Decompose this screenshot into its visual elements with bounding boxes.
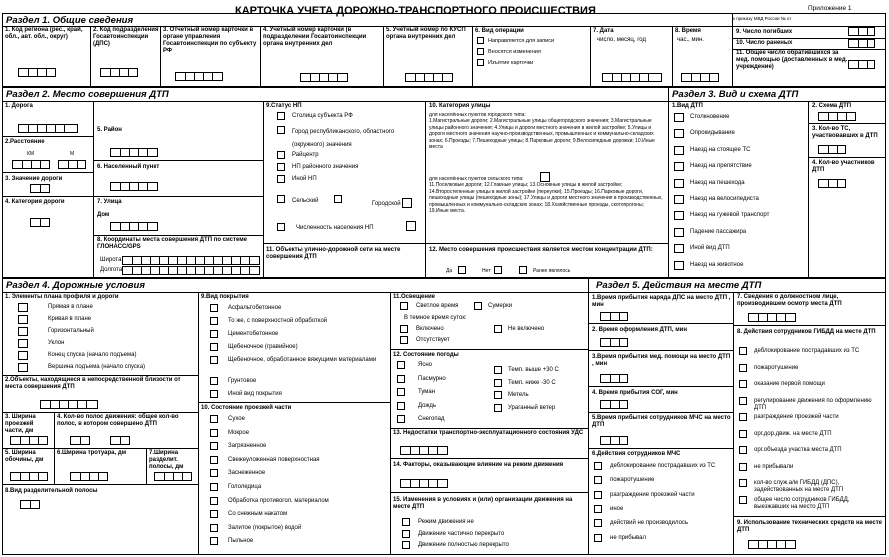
plan-element-label-1: Прямая в плане — [48, 304, 93, 310]
s5-gibdd-label: 8. Действия сотрудников ГИБДД на месте ДТП — [737, 329, 876, 335]
objects-field[interactable] — [40, 400, 98, 409]
np-urban-box[interactable] — [402, 198, 412, 208]
date-field[interactable] — [602, 73, 662, 82]
s4-cover-label: 9.Вид покрытия — [201, 294, 249, 300]
street-rural-header: для населённых пунктов сельского типа: — [429, 176, 524, 182]
np-population-checkbox[interactable] — [277, 223, 285, 231]
medical-count-field[interactable] — [848, 60, 875, 69]
gibdd-action-label-3: оказание первой помощи — [754, 381, 825, 387]
np-population-box[interactable] — [406, 221, 416, 231]
s4-state-label: 10. Состояние проезжей части — [201, 405, 292, 411]
road-state-checkbox-7[interactable] — [210, 497, 218, 505]
gibdd-action-label-1: деблокирование пострадавших из ТС — [754, 348, 860, 354]
gibdd-action-label-4: регулирование движения по оформлению ДТП — [754, 397, 872, 411]
gibdd-action-checkbox-6[interactable] — [739, 430, 747, 438]
road-state-label-7: Обработка противогол. материалом — [228, 497, 329, 504]
s4-objects-label: 2.Объекты, находящиеся в непосредственной близости от места совершения ДТП — [5, 377, 181, 390]
np-other-checkbox[interactable] — [277, 175, 285, 183]
vehicles-field[interactable] — [818, 145, 846, 154]
dtp-type-checkbox-2[interactable] — [674, 129, 684, 138]
s5-sog-label: 4. Время прибытия СОГ, мин — [592, 390, 678, 396]
dtp-type-checkbox-9[interactable] — [674, 244, 684, 253]
m-label: М — [70, 151, 75, 157]
np-raycenter-label: Райцентр — [292, 152, 319, 158]
np-urban-checkbox[interactable] — [334, 195, 342, 203]
s1-region-code-label: 1. Код региона (рес., край, обл., авт. обл., округ) — [5, 27, 83, 40]
mchs-action-checkbox-3[interactable] — [594, 491, 602, 499]
weather-checkbox-3[interactable] — [397, 388, 405, 396]
gibdd-action-checkbox-7[interactable] — [739, 446, 747, 454]
mchs-action-label-4: иное — [610, 505, 624, 512]
plan-element-checkbox-5[interactable] — [18, 351, 28, 360]
dtp-type-checkbox-6[interactable] — [674, 195, 684, 204]
road-state-checkbox-5[interactable] — [210, 469, 218, 477]
road-state-checkbox-10[interactable] — [210, 537, 218, 545]
conc-yes-checkbox[interactable] — [458, 266, 466, 274]
cover-checkbox-7[interactable] — [210, 390, 218, 398]
np-urban-label: Городской — [372, 201, 401, 207]
cover-label-7: Иной вид покрытия — [228, 391, 282, 397]
s4-factors-label: 14. Факторы, оказывающие влияние на режим движения — [393, 462, 564, 468]
dtp-type-checkbox-7[interactable] — [674, 211, 684, 220]
tech-field[interactable] — [748, 540, 796, 549]
conc-no-label: Нет — [482, 268, 491, 274]
scheme-field[interactable] — [818, 112, 856, 121]
plan-element-label-2: Кривая в плане — [48, 316, 92, 322]
gibdd-action-checkbox-9[interactable] — [739, 479, 747, 487]
participants-field[interactable] — [818, 179, 846, 188]
np-rural-label: Сельский — [292, 198, 319, 204]
s4-lanes-label: 4. Кол-во полос движения: общее кол-во полос, в котором совершено ДТП — [57, 414, 179, 427]
road-state-label-8: Со снежным накатом — [228, 511, 288, 518]
cover-label-2: То же, с поверхностной обработкой — [228, 318, 328, 324]
cover-checkbox-1[interactable] — [210, 304, 218, 312]
gibdd-action-label-8: не прибывали — [754, 463, 794, 470]
mchs-action-label-6: не прибывал — [610, 534, 646, 541]
s4-light-label: 11.Освещение — [393, 294, 436, 300]
dtp-type-label-5: Наезд на пешехода — [690, 179, 745, 186]
weather-checkbox-5[interactable] — [397, 415, 405, 423]
s1-date-hint: число, месяц, год — [597, 37, 646, 43]
cover-checkbox-4[interactable] — [210, 343, 218, 351]
op-record-label: Направляется для записи — [488, 38, 555, 44]
road-state-label-10: Пыльное — [228, 538, 254, 545]
gibdd-action-label-2: пожаротушение — [754, 364, 799, 371]
street-urban-list: 1.Магистральные дороги; 2.Магистральные улицы общегородского значения; 3.Магистральные улицы районного значения; 4.Улицы и дороги местного значения в жилой застройке; 5.Улицы и дороги местного значения научно-производственных, промышленных и коммунально-складских зонах; 6.Проезды; 7.Пешеходные улицы; 8.Парковые дороги; 9.Велосипедные дорожки; 10.Иные места — [429, 118, 655, 150]
s1-killed-label: 9. Число погибших — [736, 29, 793, 35]
s1-operation-label: 6. Вид операции — [475, 28, 524, 34]
conc-earlier-label: Ранее являлось — [533, 268, 571, 274]
road-field[interactable] — [18, 124, 78, 133]
op-record-checkbox[interactable] — [477, 37, 484, 44]
plan-element-checkbox-1[interactable] — [18, 303, 28, 312]
s2-np-status-label: 9.Статус НП — [266, 103, 302, 109]
gibdd-action-label-9: кол-во служ.а/м ГИБДД (ДПС), задействованных на месте ДТП — [754, 480, 844, 493]
s2-street-label: 7. Улица — [97, 199, 122, 205]
dtp-type-label-7: Наезд на гужевой транспорт — [690, 212, 770, 219]
s2-coords-label: 8. Координаты места совершения ДТП по системе ГЛОНАСС/GPS — [97, 237, 247, 250]
np-district-label: НП районного значения — [292, 164, 359, 170]
traffic-change-checkbox-3[interactable] — [402, 541, 410, 549]
plan-element-label-5: Конец спуска (начало подъема) — [48, 352, 137, 358]
plan-element-checkbox-3[interactable] — [18, 327, 28, 336]
light-dark-label: В темное время суток: — [404, 315, 467, 321]
weather2-label-1: Темп. выше +30 С — [508, 367, 559, 373]
road-state-label-2: Мокрое — [228, 429, 250, 436]
divider-type-field[interactable] — [20, 500, 40, 509]
street-category-field[interactable] — [540, 172, 550, 182]
gibdd-action-checkbox-8[interactable] — [739, 463, 747, 471]
cover-label-4: Щебеночное (гравийное) — [228, 344, 298, 350]
s2-road-label: 1. Дорога — [5, 103, 33, 109]
sog-time-field[interactable] — [600, 400, 628, 409]
s3-participants-label: 4. Кол-во участников ДТП — [812, 160, 875, 173]
injured-field[interactable] — [848, 39, 875, 48]
appendix-label: Приложение 1 — [808, 5, 852, 12]
weather2-checkbox-1[interactable] — [494, 366, 502, 374]
dtp-type-checkbox-3[interactable] — [674, 146, 684, 155]
cover-label-3: Цементобетонное — [228, 331, 279, 337]
weather-label-5: Снегопад — [418, 416, 445, 422]
s2-road-value-label: 3. Значение дороги — [5, 176, 63, 182]
op-withdraw-checkbox[interactable] — [477, 59, 484, 66]
mchs-action-checkbox-1[interactable] — [594, 462, 602, 470]
s2-street-category-label: 10. Категория улицы — [429, 103, 491, 109]
street-urban-header: для населённых пунктов городского типа: — [429, 112, 526, 118]
weather2-label-2: Темп. ниже -30 С — [508, 379, 556, 386]
np-population-label: Численность населения НП — [296, 225, 374, 231]
weather2-checkbox-4[interactable] — [494, 404, 502, 412]
light-dusk-checkbox[interactable] — [474, 302, 482, 310]
traffic-change-label-1: Режим движения не — [418, 519, 474, 525]
dtp-type-label-6: Наезд на велосипедиста — [690, 196, 759, 202]
light-dusk-label: Сумерки — [488, 303, 513, 309]
road-category-field[interactable] — [30, 218, 50, 227]
plan-element-checkbox-2[interactable] — [18, 315, 28, 324]
district-field[interactable] — [110, 148, 158, 157]
gibdd-action-label-5: разграждение проезжей части — [754, 414, 839, 420]
road-state-label-3: Загрязненное — [228, 443, 267, 450]
light-none-checkbox[interactable] — [400, 336, 408, 344]
mchs-action-checkbox-6[interactable] — [594, 534, 602, 542]
weather-label-1: Ясно — [418, 362, 432, 368]
road-state-label-5: Заснеженное — [228, 470, 266, 477]
s2-road-category-label: 4. Категория дороги — [5, 199, 65, 205]
gibdd-action-label-6: орг.дор.движ. на месте ДТП — [754, 430, 832, 437]
s5-mchs-time-label: 5.Время прибытия сотрудников МЧС на место ДТП — [592, 415, 731, 428]
s5-tech-label: 9. Использование технических средств на месте ДТП — [737, 520, 882, 533]
light-on-label: Включено — [416, 326, 444, 332]
s2-lat-label: Широта — [100, 257, 122, 263]
lanes-total-field[interactable] — [70, 436, 90, 445]
op-change-label: Вносятся изменения — [488, 49, 541, 55]
cover-label-1: Асфальтобетонное — [228, 305, 282, 311]
dtp-type-checkbox-10[interactable] — [674, 261, 684, 270]
s2-house-label: Дом — [97, 212, 110, 218]
road-state-checkbox-2[interactable] — [210, 429, 218, 437]
np-rural-checkbox[interactable] — [277, 195, 285, 203]
mchs-action-label-1: деблокирование пострадавших из ТС — [610, 463, 716, 469]
s4-defects-label: 13. Недостатки транспортно-эксплуатационного состояния УДС — [393, 430, 584, 436]
dtp-type-label-10: Наезд на животное — [690, 261, 744, 268]
s2-settlement-label: 6. Населенный пункт — [97, 164, 160, 170]
weather2-checkbox-2[interactable] — [494, 379, 502, 387]
s4-roadwidth-label: 3. Ширина проезжей части, дм — [5, 414, 36, 434]
light-day-checkbox[interactable] — [400, 302, 408, 310]
factors-field[interactable] — [400, 479, 448, 488]
section5-title: Раздел 5. Действия на месте ДТП — [596, 280, 762, 291]
m-field[interactable] — [58, 160, 86, 169]
road-state-checkbox-1[interactable] — [210, 415, 218, 423]
cover-checkbox-5[interactable] — [210, 356, 218, 364]
weather2-label-3: Метель — [508, 392, 529, 398]
s1-kusp-label: 5. Учетный номер по КУСП органа внутренних дел — [386, 27, 466, 40]
sidewalk-field[interactable] — [70, 472, 108, 481]
conc-no-checkbox[interactable] — [494, 266, 502, 274]
op-withdraw-label: Изъятие карточки — [488, 60, 534, 66]
s4-changes-label: 15. Изменения в условиях и (или) организации движения на месте ДТП — [393, 497, 573, 510]
section1-title: Раздел 1. Общие сведения — [6, 15, 134, 26]
shoulder-field[interactable] — [10, 472, 48, 481]
dtp-type-checkbox-4[interactable] — [674, 162, 684, 171]
s1-time-hint: час., мин. — [677, 37, 704, 43]
s4-plan-label: 1. Элементы плана профиля и дороги — [5, 294, 119, 300]
unit-code-field[interactable] — [100, 68, 138, 77]
mchs-action-label-3: разграждение проезжей части — [610, 491, 695, 498]
dtp-type-checkbox-8[interactable] — [674, 228, 684, 237]
weather-checkbox-1[interactable] — [397, 361, 405, 369]
latitude-field[interactable] — [122, 256, 260, 265]
section3-title: Раздел 3. Вид и схема ДТП — [672, 89, 799, 100]
road-state-checkbox-8[interactable] — [210, 510, 218, 518]
s5-medical-label: 3.Время прибытия мед. помощи на место ДТП , мин — [592, 354, 731, 367]
mchs-action-checkbox-4[interactable] — [594, 505, 602, 513]
gibdd-action-label-7: орг.объезда участка места ДТП — [754, 447, 842, 453]
np-city-label: Город республиканского, областного (окружного) значения — [292, 129, 395, 148]
light-day-label: Светлое время — [416, 303, 459, 309]
mchs-time-field[interactable] — [600, 436, 628, 445]
road-state-checkbox-3[interactable] — [210, 442, 218, 450]
np-city-checkbox[interactable] — [277, 126, 285, 134]
weather-checkbox-2[interactable] — [397, 375, 405, 383]
road-state-label-4: Свежеуложенная поверхностная — [228, 456, 320, 463]
cover-checkbox-6[interactable] — [210, 377, 218, 385]
weather-label-2: Пасмурно — [418, 375, 446, 382]
settlement-field[interactable] — [110, 182, 158, 191]
light-off-checkbox[interactable] — [494, 325, 502, 333]
weather2-label-4: Ураганный ветер — [508, 404, 556, 411]
s3-vehicles-label: 3. Кол-во ТС, участвовавших в ДТП — [812, 126, 878, 139]
street-field[interactable] — [110, 222, 158, 231]
np-capital-label: Столица субъекта РФ — [292, 113, 353, 119]
s3-scheme-label: 2. Схема ДТП — [812, 103, 852, 109]
traffic-change-label-2: Движение частично перекрыто — [418, 530, 505, 537]
s2-concentration-label: 12. Место совершения происшествия является местом концентрации ДТП: — [429, 247, 653, 253]
dtp-type-label-8: Падение пассажира — [690, 228, 747, 235]
plan-element-label-4: Уклон — [48, 340, 65, 346]
dps-time-field[interactable] — [600, 312, 628, 321]
street-rural-list: 11.Поселковые дороги; 12.Главные улицы; 13.Основные улицы в жилой застройке; 14.Второстепенные улицы в жилой застройке (переулки); 15.Проезды; 16.Парковые дороги, пешеходные улицы (пешеходные зоны); 17.Улицы и дороги местного значения в производственных, промышленных и коммунально-складских зонах; 18.Хозяйственные проезды, скотопрогоны; 19.Иные места. — [429, 182, 663, 214]
gibdd-action-checkbox-2[interactable] — [739, 364, 747, 372]
cover-label-6: Грунтовое — [228, 378, 257, 384]
road-state-checkbox-6[interactable] — [210, 483, 218, 491]
np-district-checkbox[interactable] — [277, 163, 285, 171]
section4-title: Раздел 4. Дорожные условия — [6, 280, 145, 291]
kusp-number-field[interactable] — [405, 73, 453, 82]
plan-element-label-3: Горизонтальный — [48, 328, 94, 334]
op-change-checkbox[interactable] — [477, 48, 484, 55]
medical-time-field[interactable] — [600, 374, 628, 383]
official-field[interactable] — [748, 313, 796, 322]
median-field[interactable] — [154, 472, 192, 481]
s2-distance-label: 2.Расстояние — [5, 139, 45, 145]
dtp-type-label-3: Наезд на стоящее ТС — [690, 146, 751, 153]
dtp-type-label-9: Иной вид ДТП — [690, 245, 730, 252]
s4-divider-type-label: 8.Вид разделительной полосы — [5, 488, 98, 494]
np-other-label: Иной НП — [292, 176, 317, 182]
s1-medical-label: 11. Общее число обратившихся за мед. помощью (доставленных в мед. учреждение) — [736, 50, 848, 70]
s5-dps-label: 1.Время прибытия наряда ДПС на место ДТП , мин — [592, 295, 731, 308]
card-number-field[interactable] — [300, 73, 348, 82]
traffic-change-label-3: Движение полностью перекрыто — [418, 542, 509, 548]
road-state-label-9: Залитое (покрытое) водой — [228, 524, 302, 531]
gibdd-action-checkbox-1[interactable] — [739, 347, 747, 355]
form-title: КАРТОЧКА УЧЕТА ДОРОЖНО-ТРАНСПОРТНОГО ПРОИСШЕСТВИЯ — [235, 5, 596, 17]
road-state-checkbox-9[interactable] — [210, 524, 218, 532]
cover-label-5: Щебеночное, обработанное вяжущими материалами — [228, 357, 377, 363]
weather2-checkbox-3[interactable] — [494, 391, 502, 399]
weather-checkbox-4[interactable] — [397, 402, 405, 410]
s4-sidewalk-label: 6.Ширина тротуара, дм — [57, 450, 127, 456]
s4-median-label: 7.Ширина разделит. полосы, дм — [149, 450, 184, 470]
section2-title: Раздел 2. Место совершения ДТП — [6, 89, 169, 100]
s2-lon-label: Долгота — [100, 267, 123, 273]
plan-element-label-6: Вершина подъема (начало спуска) — [48, 364, 146, 370]
gibdd-action-checkbox-4[interactable] — [739, 397, 747, 405]
weather-label-3: Туман — [418, 389, 436, 395]
plan-element-checkbox-4[interactable] — [18, 339, 28, 348]
dtp-type-label-2: Опрокидывание — [690, 130, 735, 137]
s2-objects-label: 11. Объекты улично-дорожной сети на месте совершения ДТП — [266, 247, 401, 260]
mchs-action-checkbox-5[interactable] — [594, 519, 602, 527]
traffic-change-checkbox-1[interactable] — [402, 518, 410, 526]
s2-district-label: 5. Район — [97, 127, 122, 133]
road-state-label-6: Гололедица — [228, 484, 262, 490]
plan-element-checkbox-6[interactable] — [18, 363, 28, 372]
road-value-field[interactable] — [30, 184, 50, 193]
mchs-action-checkbox-2[interactable] — [594, 476, 602, 484]
light-off-label: Не включено — [508, 326, 545, 332]
conc-earlier-checkbox[interactable] — [519, 266, 527, 274]
gibdd-action-checkbox-5[interactable] — [739, 413, 747, 421]
km-field[interactable] — [12, 160, 50, 169]
time-field[interactable] — [681, 73, 719, 82]
killed-field[interactable] — [848, 27, 875, 36]
np-capital-checkbox[interactable] — [277, 112, 285, 120]
longitude-field[interactable] — [122, 266, 260, 275]
traffic-change-checkbox-2[interactable] — [402, 530, 410, 538]
s1-injured-label: 10. Число раненых — [736, 40, 793, 46]
s5-registration-label: 2. Время оформления ДТП, мин — [592, 327, 687, 333]
light-none-label: Отсутствует — [416, 337, 450, 343]
s1-unit-code-label: 2. Код подразделения Госавтоинспекции (ДПС) — [93, 27, 159, 47]
km-label: КМ — [27, 151, 35, 157]
registration-time-field[interactable] — [600, 338, 628, 347]
gibdd-action-label-10: общее число сотрудников ГИБДД, выезжавших на место ДТП — [754, 496, 850, 510]
s4-weather-label: 12. Состояние погоды — [393, 352, 459, 358]
s5-mchs-actions-label: 6.Действия сотрудников МЧС — [592, 451, 681, 457]
report-number-field[interactable] — [175, 72, 223, 81]
region-code-field[interactable] — [18, 68, 56, 77]
cover-checkbox-3[interactable] — [210, 330, 218, 338]
gibdd-action-checkbox-3[interactable] — [739, 380, 747, 388]
s3-type-label: 1.Вид ДТП — [672, 103, 703, 109]
lanes-dtp-field[interactable] — [110, 436, 130, 445]
dtp-type-label-4: Наезд на препятствие — [690, 163, 752, 170]
s4-shoulder-label: 5. Ширина обочины, дм — [5, 450, 44, 463]
s1-report-number-label: 3. Отчетный номер карточки в органе управления Госавтоинспекции по субъекту РФ — [163, 27, 257, 54]
cover-checkbox-2[interactable] — [210, 317, 218, 325]
s5-official-label: 7. Сведения о должностном лице, производившем осмотр места ДТП — [737, 294, 842, 307]
s1-card-number-label: 4. Учетный номер карточки (в подразделении Госавтоинспекции органа внутренних дел — [263, 27, 367, 47]
road-state-checkbox-4[interactable] — [210, 456, 218, 464]
light-on-checkbox[interactable] — [400, 325, 408, 333]
dtp-type-checkbox-1[interactable] — [674, 113, 684, 122]
road-state-label-1: Сухое — [228, 416, 245, 422]
defects-field[interactable] — [400, 446, 448, 455]
weather-label-4: Дождь — [418, 402, 437, 409]
mchs-action-label-5: действий не производилось — [610, 520, 689, 527]
dtp-type-label-1: Столкновение — [690, 114, 730, 120]
conc-yes-label: Да — [446, 268, 453, 274]
order-ref: к приказу МВД России № от — [733, 16, 792, 21]
np-raycenter-checkbox[interactable] — [277, 151, 285, 159]
mchs-action-label-2: пожаротушение — [610, 477, 655, 484]
gibdd-action-checkbox-10[interactable] — [739, 496, 747, 504]
s1-time-label: 8. Время — [675, 28, 701, 34]
roadwidth-field[interactable] — [10, 436, 48, 445]
dtp-type-checkbox-5[interactable] — [674, 179, 684, 188]
s1-date-label: 7. Дата — [593, 28, 614, 34]
